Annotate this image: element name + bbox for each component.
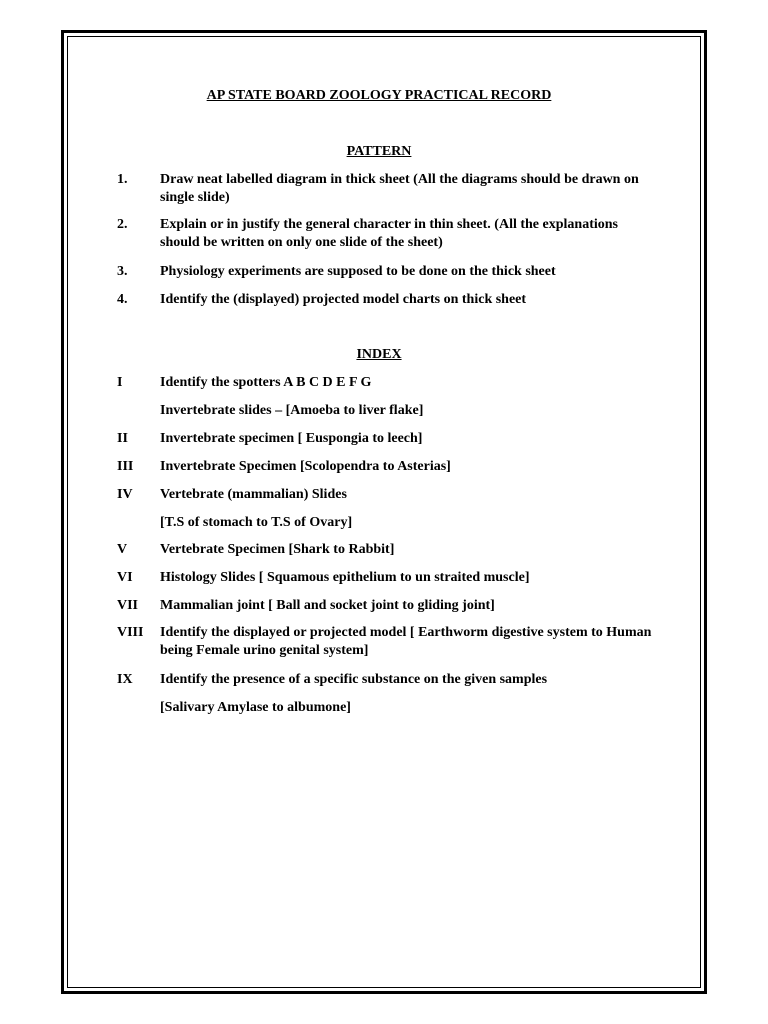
index-item-number: VIII [117, 625, 144, 640]
document-title: AP STATE BOARD ZOOLOGY PRACTICAL RECORD [206, 88, 552, 103]
pattern-item-number: 2. [117, 217, 128, 232]
pattern-item-text: Draw neat labelled diagram in thick sheet (All the diagrams should be drawn on single slide) [160, 172, 639, 205]
index-item-number: IV [117, 487, 133, 502]
pattern-item-text: Physiology experiments are supposed to be done on the thick sheet [160, 264, 556, 279]
index-item-text: Identify the presence of a specific substance on the given samples [160, 672, 548, 687]
index-item-number: VI [117, 570, 133, 585]
pattern-heading: PATTERN [346, 144, 412, 159]
index-item-text: [T.S of stomach to T.S of Ovary] [160, 515, 353, 530]
pattern-item-number: 4. [117, 292, 128, 307]
index-item-text: Identify the spotters A B C D E F G [160, 375, 372, 390]
index-item-text: Vertebrate (mammalian) Slides [160, 487, 347, 502]
index-item-text: Invertebrate slides – [Amoeba to liver flake] [160, 403, 424, 418]
index-item-number: II [117, 431, 128, 446]
index-item-number: I [117, 375, 123, 390]
pattern-item-text: Explain or in justify the general character in thin sheet. (All the explanations should be written on only one slide of the sheet) [160, 217, 618, 250]
index-item-number: III [117, 459, 134, 474]
index-item-number: VII [117, 598, 139, 613]
index-item-text: Vertebrate Specimen [Shark to Rabbit] [160, 542, 395, 557]
index-item-number: V [117, 542, 128, 557]
index-heading: INDEX [356, 347, 402, 362]
index-item-text: Identify the displayed or projected model [ Earthworm digestive system to Human being Female urino genital system] [160, 625, 652, 658]
index-item-text: Invertebrate Specimen [Scolopendra to Asterias] [160, 459, 451, 474]
index-item-text: Histology Slides [ Squamous epithelium to un straited muscle] [160, 570, 530, 585]
pattern-item-number: 1. [117, 172, 128, 187]
index-item-text: [Salivary Amylase to albumone] [160, 700, 351, 715]
pattern-item-text: Identify the (displayed) projected model charts on thick sheet [160, 292, 527, 307]
index-item-text: Invertebrate specimen [ Euspongia to leech] [160, 431, 423, 446]
pattern-item-number: 3. [117, 264, 128, 279]
index-item-text: Mammalian joint [ Ball and socket joint to gliding joint] [160, 598, 495, 613]
index-item-number: IX [117, 672, 133, 687]
